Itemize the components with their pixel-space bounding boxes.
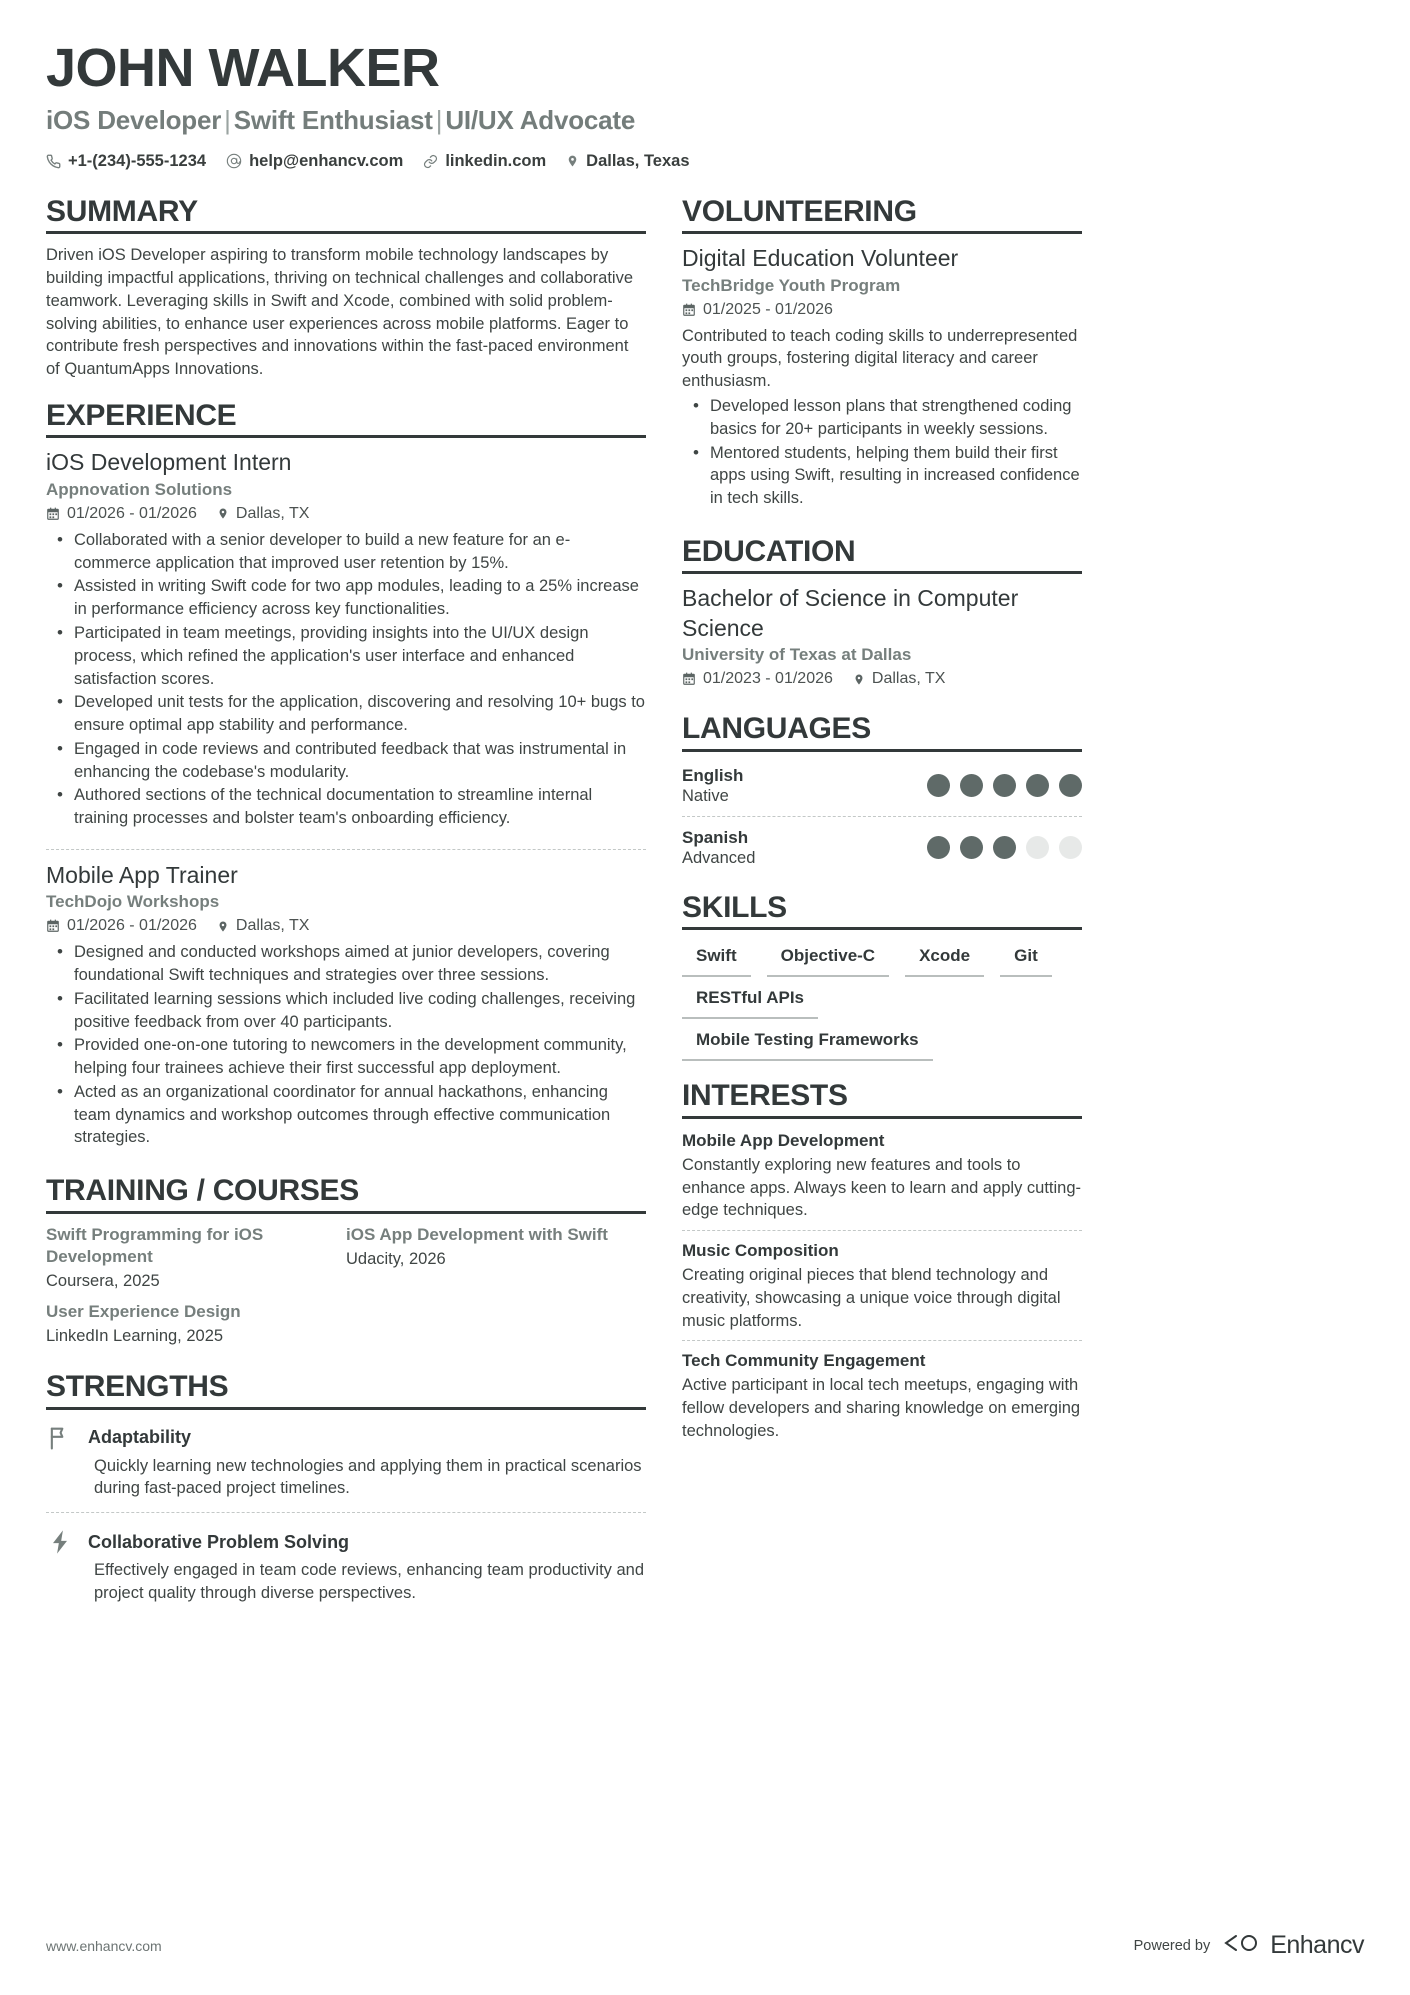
headline-part-3: UI/UX Advocate <box>445 104 636 135</box>
experience-entry <box>46 448 646 838</box>
experience-entry <box>46 861 646 1158</box>
skill-tag: Objective-C <box>767 942 889 977</box>
section-summary <box>46 195 646 381</box>
experience-dates <box>46 505 197 523</box>
interest-item <box>682 1129 1082 1222</box>
calendar-icon <box>682 672 696 686</box>
experience-location-text: Dallas, TX <box>235 504 310 522</box>
experience-location <box>217 505 310 523</box>
volunteering-bullets <box>686 395 1082 510</box>
volunteering-role: Digital Education Volunteer <box>682 245 959 272</box>
rating-dot-filled <box>927 836 950 859</box>
skill-tag: Git <box>1000 942 1052 977</box>
left-column <box>46 195 646 1613</box>
experience-meta <box>46 917 646 935</box>
resume-header <box>46 40 1364 171</box>
training-column <box>46 1301 346 1356</box>
location-icon <box>566 153 579 169</box>
training-grid <box>46 1301 646 1356</box>
experience-location <box>217 917 310 935</box>
skill-tag: Xcode <box>905 942 984 977</box>
strength-text: Quickly learning new technologies and applying them in practical scenarios during fast-paced project timelines. <box>94 1456 642 1498</box>
language-rating <box>927 836 1082 859</box>
right-column <box>682 195 1082 1449</box>
bullet: • Authored sections of the technical documentation to streamline internal training processes and bolster team's onboarding efficiency. <box>50 784 646 830</box>
rating-dot-filled <box>960 836 983 859</box>
training-item <box>46 1224 328 1291</box>
contact-link[interactable] <box>423 152 546 171</box>
strength-item <box>46 1420 646 1503</box>
summary-heading: SUMMARY <box>46 194 198 228</box>
contact-email[interactable] <box>226 152 403 171</box>
interests-heading: INTERESTS <box>682 1079 848 1113</box>
strength-item <box>46 1524 646 1607</box>
bullet: • Provided one-on-one tutoring to newcomers in the development community, helping four trainees achieve their first successful app deployment. <box>50 1034 646 1080</box>
contact-location <box>566 152 689 171</box>
location-icon <box>217 919 229 934</box>
volunteering-org: TechBridge Youth Program <box>682 275 901 295</box>
language-info <box>682 827 755 869</box>
section-volunteering <box>682 195 1082 519</box>
footer-powered-label: Powered by <box>1133 1937 1211 1954</box>
experience-role: iOS Development Intern <box>46 449 292 476</box>
skills-rule <box>682 927 1082 930</box>
interest-title: Mobile App Development <box>682 1130 885 1150</box>
education-degree: Bachelor of Science in Computer Science <box>682 585 1019 641</box>
language-level: Native <box>682 787 729 806</box>
interest-item <box>682 1349 1082 1442</box>
section-training <box>46 1174 646 1356</box>
phone-icon <box>46 154 61 169</box>
location-icon <box>853 672 865 687</box>
experience-org: TechDojo Workshops <box>46 892 220 912</box>
language-rating <box>927 774 1082 797</box>
education-dates <box>682 670 833 688</box>
bullet: • Facilitated learning sessions which included live coding challenges, receiving positive feedback from over 40 participants. <box>50 988 646 1034</box>
language-item <box>682 762 1082 809</box>
bullet: • Collaborated with a senior developer to build a new feature for an e-commerce application that improved user retention by 15%. <box>50 529 646 575</box>
strength-header <box>46 1424 646 1452</box>
section-education <box>682 535 1082 702</box>
rating-dot-empty <box>1026 836 1049 859</box>
education-dates-text: 01/2023 - 01/2026 <box>703 670 833 688</box>
candidate-name: JOHN WALKER <box>46 38 440 98</box>
candidate-headline <box>46 105 1364 136</box>
flag-icon <box>46 1424 74 1452</box>
interest-text: Active participant in local tech meetups, engaging with fellow developers and sharing knowledge on emerging technologies. <box>682 1376 1081 1440</box>
experience-org: Appnovation Solutions <box>46 479 233 499</box>
strengths-heading: STRENGTHS <box>46 1370 229 1404</box>
skills-list <box>682 940 1082 1061</box>
footer-url[interactable]: www.enhancv.com <box>46 1937 162 1954</box>
location-icon <box>217 506 229 521</box>
contact-phone-text: +1-(234)-555-1234 <box>68 151 207 170</box>
summary-rule <box>46 231 646 234</box>
training-heading: TRAINING / COURSES <box>46 1174 359 1208</box>
summary-text: Driven iOS Developer aspiring to transform mobile technology landscapes by building impactful applications, thriving on technical challenges and collaborative teamwork. Leveraging skills in Swift and Xcode, combined with solid problem-solving abilities, to enhance user experiences across mobile platforms. Eager to contribute fresh perspectives and innovations within the fast-paced environment of QuantumApps Innovations. <box>46 246 634 379</box>
section-languages <box>682 712 1082 870</box>
calendar-icon <box>46 507 60 521</box>
bullet: • Developed unit tests for the application, discovering and resolving 10+ bugs to ensure optimal app stability and performance. <box>50 691 646 737</box>
interests-rule <box>682 1116 1082 1119</box>
education-meta <box>682 670 1082 688</box>
education-heading: EDUCATION <box>682 534 856 568</box>
training-item-name: iOS App Development with Swift <box>346 1224 608 1244</box>
skill-tag: Mobile Testing Frameworks <box>682 1026 933 1061</box>
bullet: • Participated in team meetings, providing insights into the UI/UX design process, which refined the application's user interface and enhanced satisfaction scores. <box>50 622 646 690</box>
rating-dot-filled <box>960 774 983 797</box>
rating-dot-filled <box>993 774 1016 797</box>
rating-dot-filled <box>927 774 950 797</box>
experience-dates-text: 01/2026 - 01/2026 <box>67 504 197 522</box>
contact-bar <box>46 152 1364 171</box>
rating-dot-filled <box>993 836 1016 859</box>
volunteering-heading: VOLUNTEERING <box>682 194 917 228</box>
training-item-sub: Coursera, 2025 <box>46 1271 160 1290</box>
volunteering-dates <box>682 301 833 319</box>
training-item-sub: Udacity, 2026 <box>346 1249 446 1268</box>
link-icon <box>423 154 438 169</box>
footer-brand-area <box>1134 1930 1364 1961</box>
interest-title: Music Composition <box>682 1241 839 1261</box>
headline-separator-1: | <box>224 104 231 135</box>
training-column-empty <box>346 1301 646 1356</box>
resume-body <box>46 195 1364 1613</box>
rating-dot-filled <box>1026 774 1049 797</box>
brand-name: Enhancv <box>1270 1931 1364 1959</box>
strength-text: Effectively engaged in team code reviews, enhancing team productivity and project quality through diverse perspectives. <box>94 1561 645 1602</box>
skills-heading: SKILLS <box>682 890 787 924</box>
bullet: • Designed and conducted workshops aimed at junior developers, covering foundational Swift techniques and strategies over three sessions. <box>50 941 646 987</box>
lightning-icon <box>46 1528 74 1556</box>
rating-dot-filled <box>1059 774 1082 797</box>
experience-meta <box>46 505 646 523</box>
experience-dates-text: 01/2026 - 01/2026 <box>67 917 197 935</box>
education-entry <box>682 584 1082 702</box>
language-divider <box>682 816 1082 817</box>
experience-bullets <box>50 941 646 1149</box>
training-item-sub: LinkedIn Learning, 2025 <box>46 1327 224 1346</box>
interest-divider <box>682 1340 1082 1341</box>
interest-title: Tech Community Engagement <box>682 1351 926 1371</box>
strength-header <box>46 1528 646 1556</box>
email-icon <box>226 153 242 169</box>
interest-item <box>682 1239 1082 1332</box>
experience-dates <box>46 917 197 935</box>
strength-title: Adaptability <box>88 1427 192 1448</box>
volunteering-meta <box>682 301 1082 319</box>
training-item-name: User Experience Design <box>46 1301 241 1321</box>
contact-email-text: help@enhancv.com <box>249 151 404 170</box>
strength-title: Collaborative Problem Solving <box>88 1531 350 1552</box>
training-item <box>346 1224 628 1269</box>
bullet: • Acted as an organizational coordinator for annual hackathons, enhancing team dynamics and workshop outcomes through effective communication strategies. <box>50 1081 646 1149</box>
education-location-text: Dallas, TX <box>871 670 946 688</box>
volunteering-rule <box>682 231 1082 234</box>
calendar-icon <box>46 919 60 933</box>
experience-bullets <box>50 529 646 830</box>
training-rule <box>46 1211 646 1214</box>
interest-text: Constantly exploring new features and tools to enhance apps. Always keen to learn and apply cutting-edge techniques. <box>682 1155 1082 1220</box>
section-interests <box>682 1079 1082 1442</box>
education-rule <box>682 571 1082 574</box>
headline-part-1: iOS Developer <box>46 104 222 135</box>
bullet: • Developed lesson plans that strengthened coding basics for 20+ participants in weekly sessions. <box>686 395 1082 441</box>
language-name: Spanish <box>682 827 749 847</box>
resume-footer <box>46 1930 1364 1961</box>
section-strengths <box>46 1370 646 1607</box>
section-skills <box>682 891 1082 1062</box>
training-column <box>346 1224 646 1301</box>
entry-divider <box>46 849 646 850</box>
language-info <box>682 765 743 807</box>
volunteering-dates-text: 01/2025 - 01/2026 <box>703 300 833 318</box>
experience-role: Mobile App Trainer <box>46 861 238 888</box>
skill-tag: RESTful APIs <box>682 984 818 1019</box>
enhancv-mark-icon <box>1222 1930 1262 1961</box>
volunteering-description: Contributed to teach coding skills to underrepresented youth groups, fostering digital literacy and career enthusiasm. <box>682 326 1078 391</box>
rating-dot-empty <box>1059 836 1082 859</box>
headline-separator-2: | <box>435 104 443 135</box>
language-name: English <box>682 765 744 785</box>
section-experience <box>46 399 646 1158</box>
bullet: • Assisted in writing Swift code for two app modules, leading to a 25% increase in performance efficiency across key functionalities. <box>50 575 646 621</box>
training-grid <box>46 1224 646 1301</box>
calendar-icon <box>682 303 696 317</box>
strengths-rule <box>46 1407 646 1410</box>
experience-rule <box>46 435 646 438</box>
education-location <box>853 670 946 688</box>
training-item <box>46 1301 328 1346</box>
experience-heading: EXPERIENCE <box>46 398 237 432</box>
headline-part-2: Swift Enthusiast <box>233 104 433 135</box>
interest-divider <box>682 1230 1082 1231</box>
language-level: Advanced <box>682 849 756 868</box>
language-item <box>682 824 1082 871</box>
languages-heading: LANGUAGES <box>682 712 871 746</box>
interest-text: Creating original pieces that blend technology and creativity, showcasing a unique voice through digital music platforms. <box>682 1266 1061 1330</box>
experience-location-text: Dallas, TX <box>235 917 310 935</box>
education-school: University of Texas at Dallas <box>682 645 912 665</box>
brand-logo <box>1222 1930 1364 1961</box>
bullet: • Engaged in code reviews and contributed feedback that was instrumental in enhancing the codebase's modularity. <box>50 738 646 784</box>
strength-divider <box>46 1512 646 1513</box>
training-item-name: Swift Programming for iOS Development <box>46 1224 264 1266</box>
contact-location-text: Dallas, Texas <box>586 151 690 170</box>
skill-tag: Swift <box>682 942 751 977</box>
contact-link-text: linkedin.com <box>445 151 547 170</box>
bullet: • Mentored students, helping them build their first apps using Swift, resulting in increased confidence in tech skills. <box>686 442 1082 510</box>
volunteering-entry <box>682 244 1082 519</box>
training-column <box>46 1224 346 1301</box>
contact-phone[interactable] <box>46 152 206 171</box>
languages-rule <box>682 749 1082 752</box>
